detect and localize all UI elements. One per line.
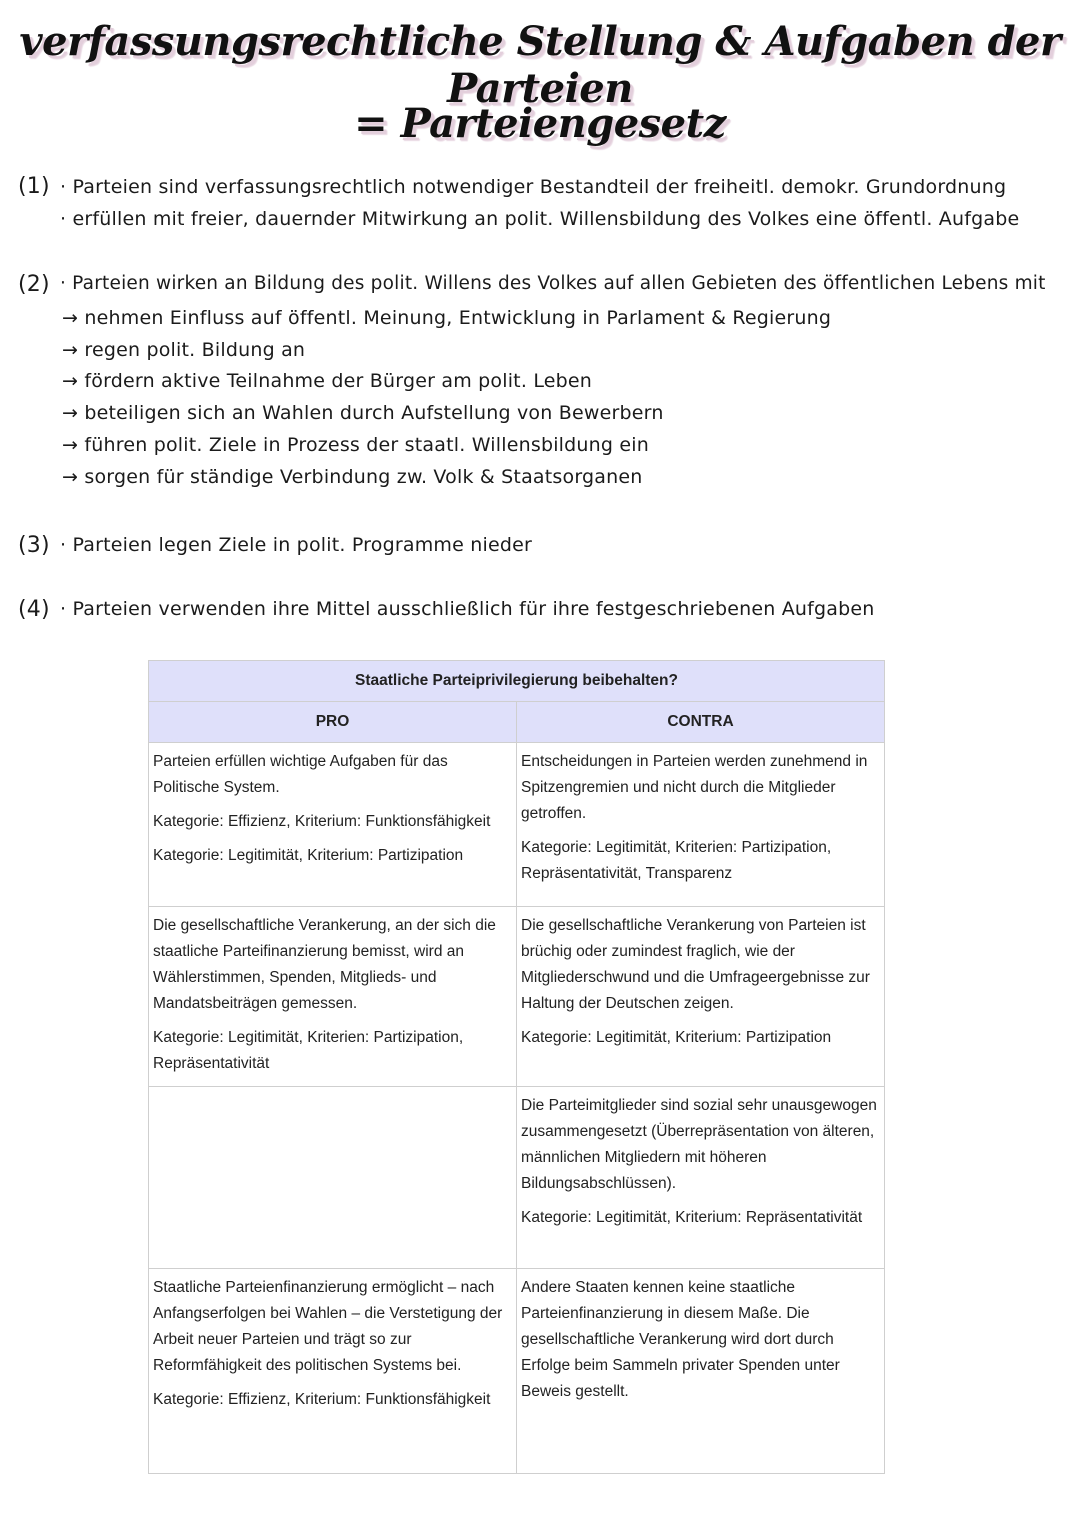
pro-cell — [149, 1269, 517, 1474]
note-bullet: → regen polit. Bildung an — [62, 339, 306, 361]
argument-text: Entscheidungen in Parteien werden zunehmend in Spitzengremien und nicht durch die Mitglieder getroffen. — [521, 753, 868, 822]
note-bullet: → führen polit. Ziele in Prozess der staatl. Willensbildung ein — [62, 434, 650, 456]
category-text: Kategorie: Effizienz, Kriterium: Funktionsfähigkeit — [153, 1391, 491, 1408]
argument-text: Die gesellschaftliche Verankerung von Parteien ist brüchig oder zumindest fraglich, wie der Mitgliederschwund und die Umfrageergebnisse zur Haltung der Deutschen zeigen. — [521, 917, 870, 1012]
note-line: · Parteien legen Ziele in polit. Programme nieder — [60, 534, 533, 556]
section-number-3: (3) — [18, 533, 50, 558]
section-number-1: (1) — [18, 174, 50, 199]
section-number-4: (4) — [18, 597, 50, 622]
argument-text: Die gesellschaftliche Verankerung, an der sich die staatliche Parteifinanzierung bemisst, wird an Wählerstimmen, Spenden, Mitglieds- und Mandatsbeiträgen gemessen. — [153, 917, 496, 1012]
category-text: Kategorie: Legitimität, Kriterium: Partizipation — [153, 847, 464, 864]
pro-cell-empty — [149, 1087, 517, 1269]
pro-cell — [149, 907, 517, 1087]
argument-text: Parteien erfüllen wichtige Aufgaben für das Politische System. — [153, 753, 448, 796]
note-line: · Parteien verwenden ihre Mittel ausschließlich für ihre festgeschriebenen Aufgaben — [60, 598, 875, 620]
note-bullet: → beteiligen sich an Wahlen durch Aufstellung von Bewerbern — [62, 402, 664, 424]
pro-contra-table — [148, 660, 885, 1474]
page-subtitle: = Parteiengesetz — [354, 100, 726, 147]
argument-text: Die Parteimitglieder sind sozial sehr unausgewogen zusammengesetzt (Überrepräsentation von älteren, männlichen Mitgliedern mit höheren Bildungsabschlüssen). — [521, 1097, 877, 1192]
contra-cell — [517, 907, 885, 1087]
table-row — [149, 743, 885, 907]
argument-text: Staatliche Parteienfinanzierung ermöglicht – nach Anfangserfolgen bei Wahlen – die Verstetigung der Arbeit neuer Parteien und trägt so zur Reformfähigkeit des politischen Systems bei. — [153, 1279, 503, 1374]
pro-cell — [149, 743, 517, 907]
category-text: Kategorie: Legitimität, Kriterien: Partizipation, Repräsentativität, Transparenz — [521, 839, 832, 882]
section-number-2: (2) — [18, 272, 50, 297]
table-row — [149, 1087, 885, 1269]
table-row — [149, 907, 885, 1087]
argument-text: Andere Staaten kennen keine staatliche Parteienfinanzierung in diesem Maße. Die gesellschaftliche Verankerung wird dort durch Erfolge beim Sammeln privater Spenden unter Beweis gestellt. — [521, 1279, 840, 1400]
table-row — [149, 1269, 885, 1474]
contra-cell — [517, 743, 885, 907]
note-line: · Parteien sind verfassungsrechtlich notwendiger Bestandteil der freiheitl. demokr. Grundordnung — [60, 176, 1007, 198]
note-line: · erfüllen mit freier, dauernder Mitwirkung an polit. Willensbildung des Volkes eine öffentl. Aufgabe — [60, 208, 1020, 230]
page-title: verfassungsrechtliche Stellung & Aufgaben der Parteien — [19, 18, 1061, 112]
category-text: Kategorie: Legitimität, Kriterium: Repräsentativität — [521, 1209, 863, 1226]
column-header-contra: CONTRA — [517, 702, 885, 743]
column-header-pro: PRO — [149, 702, 517, 743]
note-bullet: → fördern aktive Teilnahme der Bürger am polit. Leben — [62, 370, 593, 392]
note-bullet: → sorgen für ständige Verbindung zw. Volk & Staatsorganen — [62, 466, 643, 488]
contra-cell — [517, 1269, 885, 1474]
note-bullet: → nehmen Einfluss auf öffentl. Meinung, Entwicklung in Parlament & Regierung — [62, 307, 832, 329]
table-title: Staatliche Parteiprivilegierung beibehalten? — [149, 661, 885, 702]
category-text: Kategorie: Legitimität, Kriterien: Partizipation, Repräsentativität — [153, 1029, 464, 1072]
contra-cell — [517, 1087, 885, 1269]
category-text: Kategorie: Effizienz, Kriterium: Funktionsfähigkeit — [153, 813, 491, 830]
category-text: Kategorie: Legitimität, Kriterium: Partizipation — [521, 1029, 832, 1046]
note-line: · Parteien wirken an Bildung des polit. Willens des Volkes auf allen Gebieten des öffentlichen Lebens mit — [60, 273, 1046, 294]
